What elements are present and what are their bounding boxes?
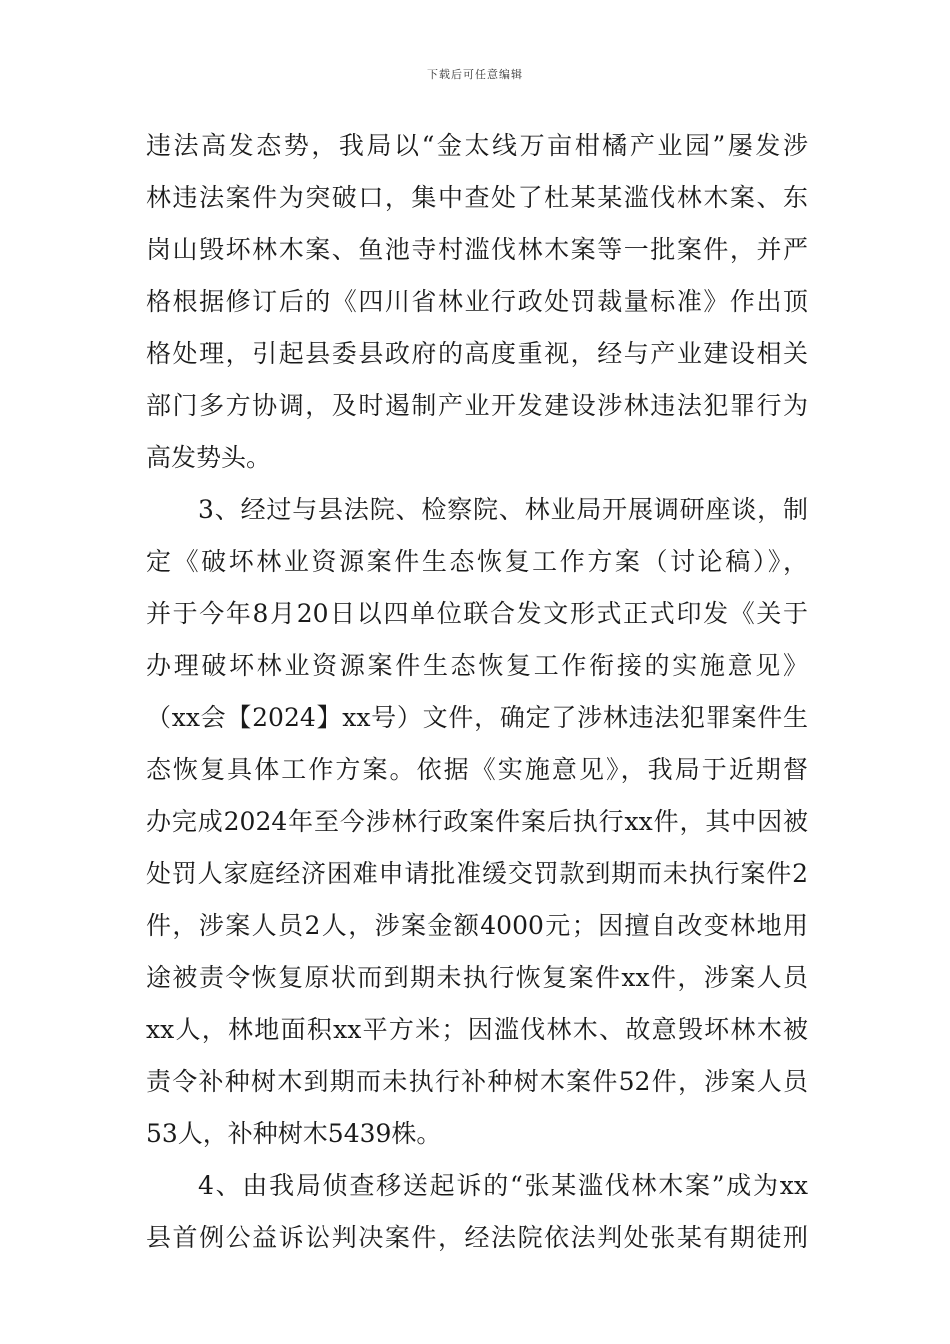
text-line: 定《破坏林业资源案件生态恢复工作方案（讨论稿）》， [146, 547, 808, 576]
text-line: 部门多方协调，及时遏制产业开发建设涉林违法犯罪行为 [146, 391, 808, 420]
text-line: 岗山毁坏林木案、鱼池寺村滥伐林木案等一批案件，并严 [146, 235, 808, 264]
text-line: 并于今年8月20日以四单位联合发文形式正式印发《关于 [146, 599, 808, 628]
paragraph-start-line: 3、经过与县法院、检察院、林业局开展调研座谈，制 [198, 495, 808, 524]
body-text [146, 120, 808, 1264]
text-line: 林违法案件为突破口，集中查处了杜某某滥伐林木案、东 [146, 183, 808, 212]
text-line: 县首例公益诉讼判决案件，经法院依法判处张某有期徒刑 [146, 1223, 808, 1252]
text-line: 53人，补种树木5439株。 [146, 1119, 442, 1148]
text-line: （xx会【2024】xx号）文件，确定了涉林违法犯罪案件生 [146, 703, 808, 732]
text-line: 处罚人家庭经济困难申请批准缓交罚款到期而未执行案件2 [146, 859, 808, 888]
text-line: 途被责令恢复原状而到期未执行恢复案件xx件，涉案人员 [146, 963, 808, 992]
text-line: 责令补种树木到期而未执行补种树木案件52件，涉案人员 [146, 1067, 808, 1096]
text-line: 格处理，引起县委县政府的高度重视，经与产业建设相关 [146, 339, 808, 368]
paragraph-start-line: 4、由我局侦查移送起诉的“张某滥伐林木案”成为xx [198, 1171, 808, 1200]
text-line: 办理破坏林业资源案件生态恢复工作衔接的实施意见》 [146, 651, 808, 680]
text-line: 违法高发态势，我局以“金太线万亩柑橘产业园”屡发涉 [146, 131, 808, 160]
text-line: 办完成2024年至今涉林行政案件案后执行xx件，其中因被 [146, 807, 808, 836]
text-line: 格根据修订后的《四川省林业行政处罚裁量标准》作出顶 [146, 287, 808, 316]
header-note: 下载后可任意编辑 [427, 68, 523, 81]
text-line: 件，涉案人员2人，涉案金额4000元；因擅自改变林地用 [146, 911, 808, 940]
text-line: 高发势头。 [146, 443, 272, 472]
text-line: 态恢复具体工作方案。依据《实施意见》，我局于近期督 [146, 755, 808, 784]
text-line: xx人，林地面积xx平方米；因滥伐林木、故意毁坏林木被 [146, 1015, 808, 1044]
